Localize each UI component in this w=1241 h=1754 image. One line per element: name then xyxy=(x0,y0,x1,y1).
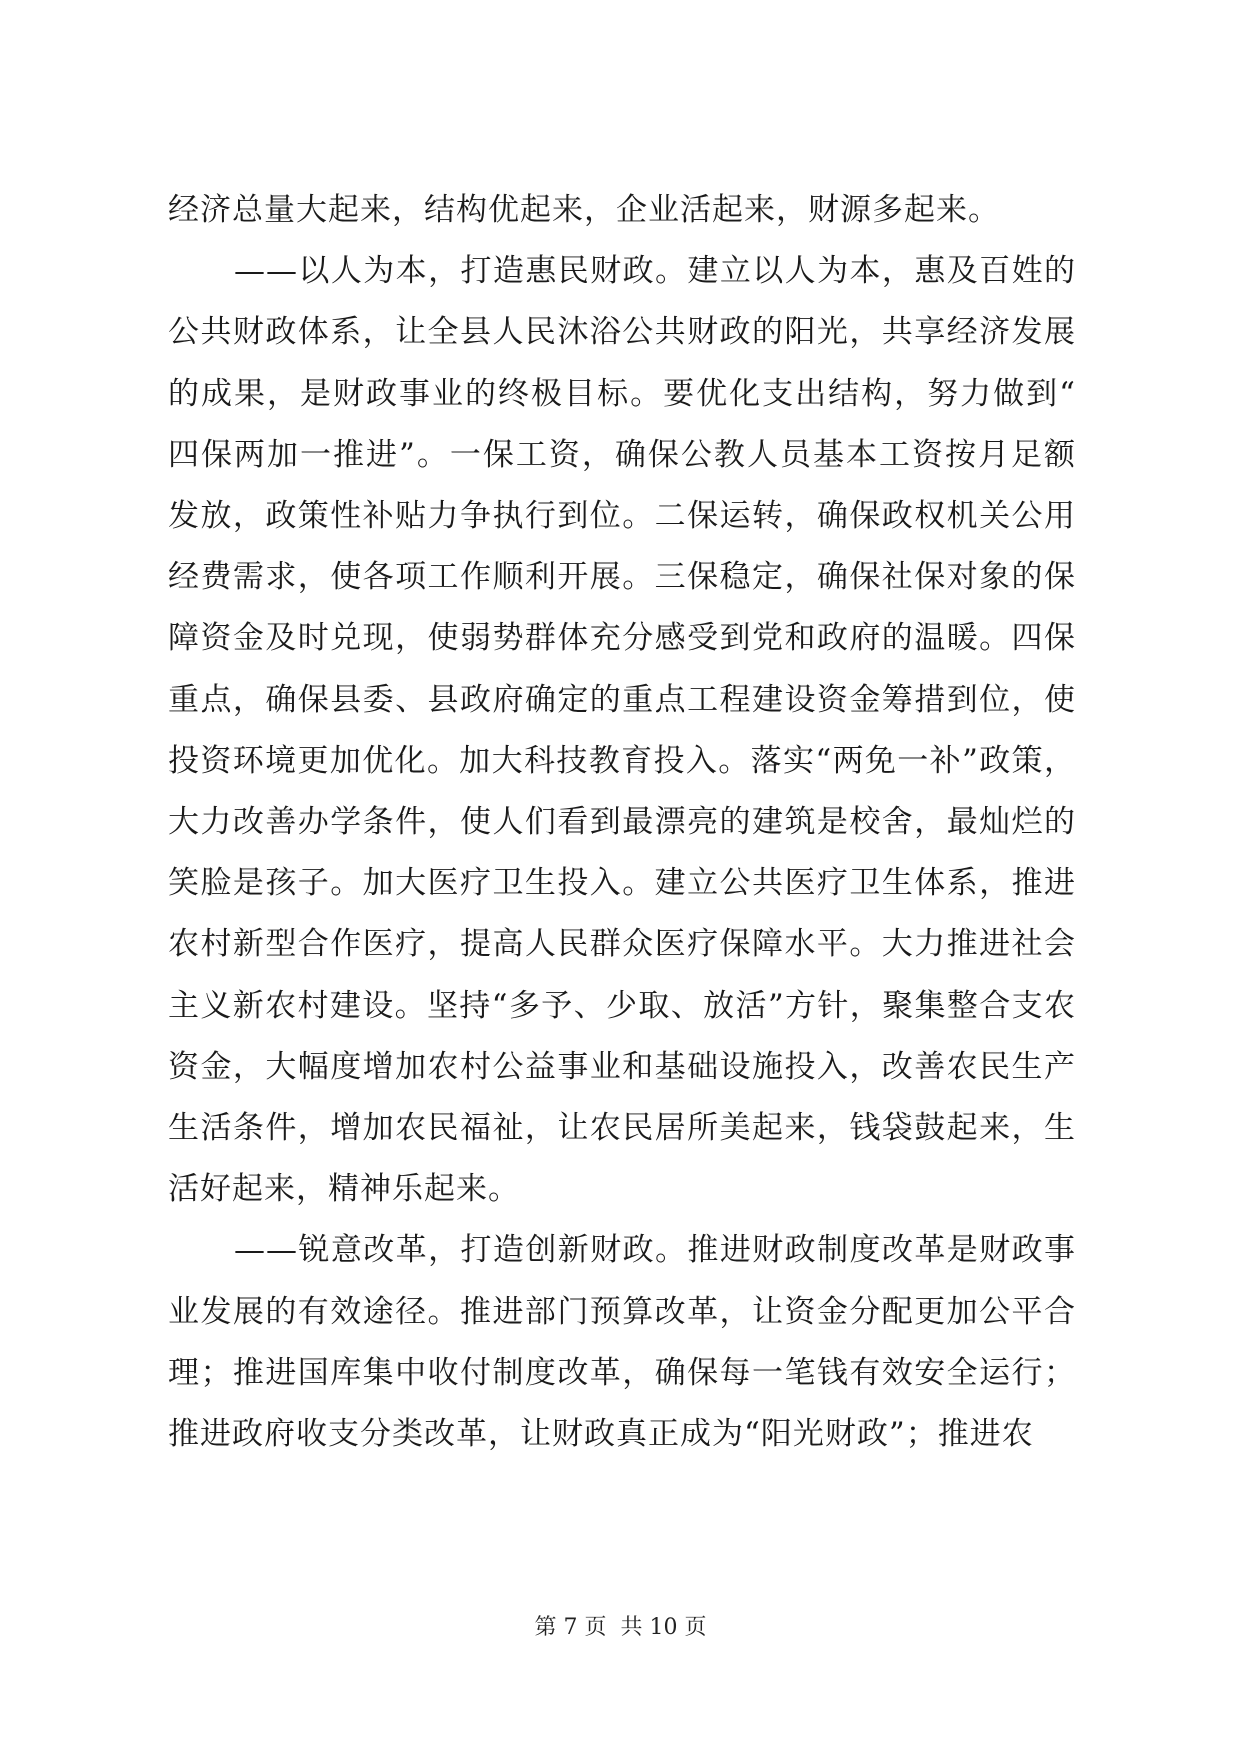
page-footer: 第 7 页 共 10 页 xyxy=(534,1615,707,1640)
paragraph-2: ——以人为本，打造惠民财政。建立以人为本，惠及百姓的公共财政体系，让全县人民沐浴公共财政的阳光，共享经济发展的成果，是财政事业的终极目标。要优化支出结构，努力做到“四保两加一推进”。一保工资，确保公教人员基本工资按月足额发放，政策性补贴力争执行到位。二保运转，确保政权机关公用经费需求，使各项工作顺利开展。三保稳定，确保社保对象的保障资金及时兑现，使弱势群体充分感受到党和政府的温暖。四保重点，确保县委、县政府确定的重点工程建设资金筹措到位，使投资环境更加优化。加大科技教育投入。落实“两免一补”政策，大力改善办学条件，使人们看到最漂亮的建筑是校舍，最灿烂的笑脸是孩子。加大医疗卫生投入。建立公共医疗卫生体系，推进农村新型合作医疗，提高人民群众医疗保障水平。大力推进社会主义新农村建设。坚持“多予、少取、放活”方针，聚集整合支农资金，大幅度增加农村公益事业和基础设施投入，改善农民生产生活条件，增加农民福祉，让农民居所美起来，钱袋鼓起来，生活好起来，精神乐起来。 xyxy=(168,253,1076,1208)
paragraph-3: ——锐意改革，打造创新财政。推进财政制度改革是财政事业发展的有效途径。推进部门预算改革，让资金分配更加公平合理；推进国库集中收付制度改革，确保每一笔钱有效安全运行；推进政府收支分类改革，让财政真正成为“阳光财政”；推进农 xyxy=(168,1232,1076,1453)
document-body xyxy=(168,180,1076,1465)
paragraph-1: 经济总量大起来，结构优起来，企业活起来，财源多起来。 xyxy=(168,192,1000,228)
